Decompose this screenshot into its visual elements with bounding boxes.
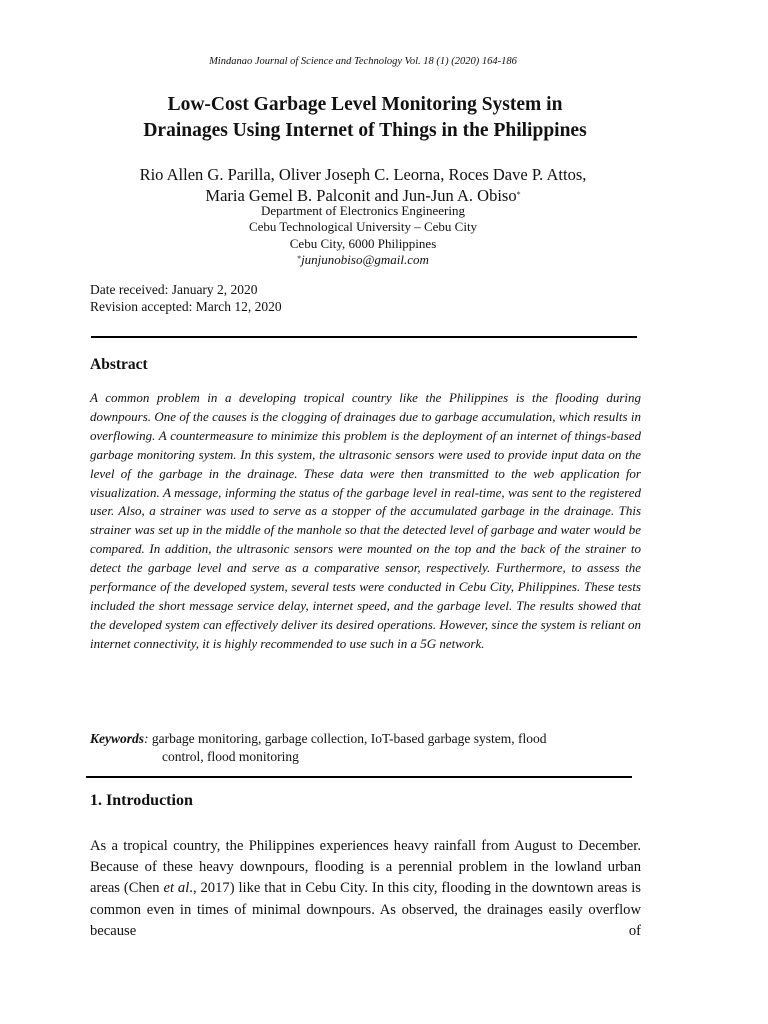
authors-line-2-text: Maria Gemel B. Palconit and Jun-Jun A. Obiso xyxy=(205,186,517,205)
keywords-block xyxy=(90,730,641,766)
affiliation-university: Cebu Technological University – Cebu City xyxy=(248,219,478,235)
section-heading-introduction: 1. Introduction xyxy=(90,792,193,809)
affiliation-email-line xyxy=(40,252,686,268)
corresponding-author-mark: * xyxy=(516,190,521,199)
abstract-text: A common problem in a developing tropical country like the Philippines is the flooding during downpours. One of the causes is the clogging of drainages due to garbage accumulation, which results in overflowing. A countermeasure to minimize this problem is the deployment of an internet of things-based garbage monitoring system. In this system, the ultrasonic sensors were used to provide input data on the level of the garbage in the drainage. These data were then transmitted to the web application for visualization. A message, informing the status of the garbage level in real-time, was sent to the registered user. Also, a strainer was used to serve as a stopper of the accumulated garbage in the drainage. This strainer was set up in the middle of the manhole so that the detected level of garbage and water would be compared. In addition, the ultrasonic sensors were mounted on the top and the back of the strainer to detect the garbage level and serve as a comparative sensor, respectively. Furthermore, to assess the performance of the developed system, several tests were conducted in Cebu City, Philippines. These tests included the short message service delay, internet speed, and the garbage level. The results showed that the developed system can effectively deliver its desired operations. However, since the system is reliant on internet connectivity, it is highly recommended to use such in a 5G network. xyxy=(90,390,641,651)
intro-text-part-2: ., 2017) like that in Cebu City. In this city, flooding in the downtown areas is common even in times of minimal downpours. As observed, the drainages easily overflow because of xyxy=(90,880,641,939)
keywords-label: Keywords xyxy=(90,731,144,746)
paper-title xyxy=(40,92,690,144)
submission-dates xyxy=(90,281,590,315)
keywords-line-1: garbage monitoring, garbage collection, IoT-based garbage system, flood xyxy=(151,731,547,746)
author-list xyxy=(40,164,686,206)
email-mark: * xyxy=(297,254,302,264)
corresponding-email[interactable]: junjunobiso@gmail.com xyxy=(301,252,429,268)
date-accepted: Revision accepted: March 12, 2020 xyxy=(90,299,282,314)
affiliation-department: Department of Electronics Engineering xyxy=(261,203,465,218)
affiliation xyxy=(40,203,686,269)
abstract-heading: Abstract xyxy=(90,356,148,373)
introduction-paragraph xyxy=(90,836,641,942)
date-received: Date received: January 2, 2020 xyxy=(90,282,258,297)
intro-et-al: et al xyxy=(163,880,190,897)
running-head: Mindanao Journal of Science and Technology Vol. 18 (1) (2020) 164-186 xyxy=(209,56,517,67)
divider-bottom xyxy=(86,776,632,778)
title-line-1: Low-Cost Garbage Level Monitoring System in xyxy=(167,94,563,115)
intro-text-part-1: As a tropical country, the Philippines experiences heavy rainfall from August to December. Because of these heavy downpours, flooding is a perennial problem in the lowland urban areas (Chen xyxy=(90,838,641,897)
authors-line-1: Rio Allen G. Parilla, Oliver Joseph C. Leorna, Roces Dave P. Attos, xyxy=(139,165,587,184)
keywords-line-2: control, flood monitoring xyxy=(162,749,299,764)
title-line-2: Drainages Using Internet of Things in the Philippines xyxy=(143,120,587,141)
affiliation-city: Cebu City, 6000 Philippines xyxy=(289,235,437,251)
divider-top xyxy=(91,336,637,338)
keywords-colon: : xyxy=(144,731,149,746)
